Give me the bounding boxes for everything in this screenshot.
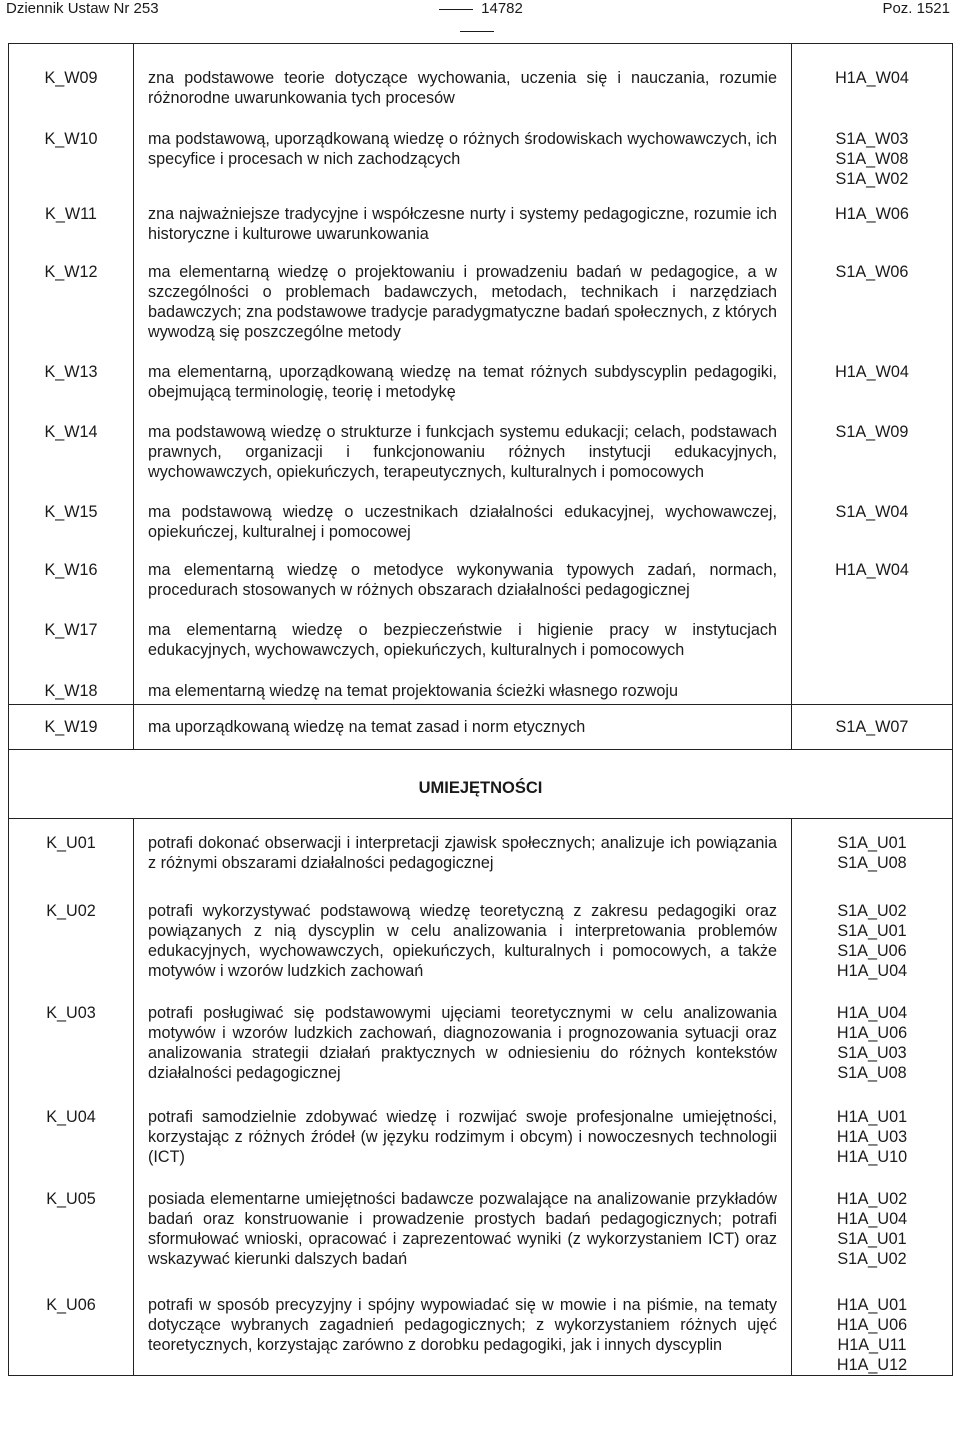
reference-code: H1A_U11 — [837, 1336, 907, 1354]
outcome-references — [792, 115, 953, 189]
reference-code: H1A_W06 — [835, 205, 909, 223]
reference-code: S1A_W04 — [835, 503, 909, 521]
reference-code: S1A_W02 — [835, 170, 909, 188]
table-row — [9, 705, 953, 750]
reference-code: H1A_U01 — [836, 1296, 908, 1314]
outcome-references — [792, 488, 953, 546]
outcome-references — [792, 1281, 953, 1376]
outcome-references — [792, 408, 953, 488]
outcome-code: K_U05 — [9, 1175, 134, 1281]
reference-code: H1A_U04 — [836, 962, 908, 980]
reference-code: H1A_U06 — [836, 1024, 908, 1042]
outcome-description: potrafi samodzielnie zdobywać wiedzę i rozwijać swoje profesjonalne umiejętności, korzystając z różnych źródeł (w języku rodzimym i obcym) i nowoczesnych technologii (ICT) — [134, 1093, 792, 1175]
table-row — [9, 115, 953, 189]
reference-code: S1A_U01 — [837, 1230, 907, 1248]
outcome-description: potrafi posługiwać się podstawowymi ujęciami teoretycznymi w celu analizowania motywów i wzorów ludzkich zachowań, diagnozowania i prognozowania sytuacji oraz analizowania strategii działań praktycznych w odniesieniu do różnych kontekstów działalności pedagogicznej — [134, 987, 792, 1093]
outcome-description: ma podstawową, uporządkowaną wiedzę o różnych środowiskach wychowawczych, ich specyfice i procesach w nich zachodzących — [134, 115, 792, 189]
outcome-code: K_U01 — [9, 819, 134, 886]
outcome-code: K_W15 — [9, 488, 134, 546]
outcome-references — [792, 819, 953, 886]
outcome-code: K_W09 — [9, 44, 134, 116]
outcome-code: K_U02 — [9, 885, 134, 987]
table-row — [9, 885, 953, 987]
learning-outcomes-table — [8, 43, 953, 1376]
reference-code: H1A_W04 — [835, 363, 909, 381]
table-row — [9, 546, 953, 606]
table-row — [9, 44, 953, 116]
table-row — [9, 606, 953, 668]
reference-code: S1A_U01 — [837, 834, 907, 852]
outcome-references — [792, 348, 953, 408]
outcome-code: K_U03 — [9, 987, 134, 1093]
outcome-code: K_U04 — [9, 1093, 134, 1175]
outcome-description: zna podstawowe teorie dotyczące wychowania, uczenia się i nauczania, rozumie różnorodne uwarunkowania tych procesów — [134, 44, 792, 116]
outcome-description: ma elementarną wiedzę na temat projektowania ścieżki własnego rozwoju — [134, 668, 792, 705]
reference-code: S1A_W07 — [835, 718, 909, 736]
outcome-references — [792, 668, 953, 705]
reference-code: S1A_U03 — [837, 1044, 907, 1062]
outcome-description: potrafi dokonać obserwacji i interpretacji zjawisk społecznych; analizuje ich powiązania z różnymi obszarami działalności pedagogicznej — [134, 819, 792, 886]
reference-code: S1A_U01 — [837, 922, 907, 940]
table-row — [9, 488, 953, 546]
reference-code: S1A_U06 — [837, 942, 907, 960]
reference-code: S1A_U08 — [837, 1064, 907, 1082]
reference-code: H1A_U04 — [836, 1210, 908, 1228]
reference-code: S1A_W09 — [835, 423, 909, 441]
outcome-description: potrafi w sposób precyzyjny i spójny wypowiadać się w mowie i na piśmie, na tematy dotyczące wybranych zagadnień pedagogicznych; z wykorzystaniem różnych ujęć teoretycznych, korzystając zarówno z dorobku pedagogiki, jak i innych dyscyplin — [134, 1281, 792, 1376]
page-header — [0, 0, 960, 22]
outcome-code: K_W12 — [9, 248, 134, 348]
reference-code: H1A_U03 — [836, 1128, 908, 1146]
table-row — [9, 1175, 953, 1281]
outcome-code: K_W13 — [9, 348, 134, 408]
reference-code: S1A_W03 — [835, 130, 909, 148]
reference-code: H1A_U10 — [836, 1148, 908, 1166]
outcome-references — [792, 885, 953, 987]
outcome-references — [792, 987, 953, 1093]
table-row — [9, 348, 953, 408]
outcome-description: potrafi wykorzystywać podstawową wiedzę teoretyczną z zakresu pedagogiki oraz powiązanych z nią dyscyplin w celu analizowania i interpretowania problemów edukacyjnych, wychowawczych, opiekuńczych, kulturalnych i pomocowych, a także motywów i wzorów ludzkich zachowań — [134, 885, 792, 987]
section-header-row — [9, 750, 953, 819]
outcome-references — [792, 1093, 953, 1175]
outcome-description: posiada elementarne umiejętności badawcze pozwalające na analizowanie przykładów badań oraz konstruowanie i prowadzenie prostych badań pedagogicznych; potrafi sformułować wnioski, opracować i zaprezentować wyniki (z wykorzystaniem ICT) oraz wskazywać kierunki dalszych badań — [134, 1175, 792, 1281]
outcome-references — [792, 705, 953, 750]
page-number-value: 14782 — [481, 0, 523, 17]
outcome-code: K_U06 — [9, 1281, 134, 1376]
table-row — [9, 1281, 953, 1376]
outcome-code: K_W17 — [9, 606, 134, 668]
table-row — [9, 1093, 953, 1175]
outcome-references — [792, 546, 953, 606]
reference-code: H1A_U01 — [836, 1108, 908, 1126]
outcome-references — [792, 44, 953, 116]
reference-code: H1A_U02 — [836, 1190, 908, 1208]
outcome-references — [792, 189, 953, 248]
outcome-description: ma elementarną wiedzę o bezpieczeństwie i higienie pracy w instytucjach edukacyjnych, wychowawczych, opiekuńczych, kulturalnych i pomocowych — [134, 606, 792, 668]
page-number — [412, 0, 542, 42]
reference-code: S1A_W06 — [835, 263, 909, 281]
table-row — [9, 408, 953, 488]
reference-code: H1A_U04 — [836, 1004, 908, 1022]
outcome-description: zna najważniejsze tradycyjne i współczesne nurty i systemy pedagogiczne, rozumie ich historyczne i kulturowe uwarunkowania — [134, 189, 792, 248]
reference-code: H1A_W04 — [835, 561, 909, 579]
outcome-code: K_W18 — [9, 668, 134, 705]
outcome-references — [792, 1175, 953, 1281]
reference-code: S1A_U02 — [837, 1250, 907, 1268]
position-number: Poz. 1521 — [882, 0, 950, 17]
outcome-description: ma podstawową wiedzę o uczestnikach działalności edukacyjnej, wychowawczej, opiekuńczej, kulturalnej i pomocowej — [134, 488, 792, 546]
reference-code: S1A_U02 — [837, 902, 907, 920]
reference-code: S1A_W08 — [835, 150, 909, 168]
outcome-description: ma elementarną, uporządkowaną wiedzę na temat różnych subdyscyplin pedagogiki, obejmującą terminologię, teorię i metodykę — [134, 348, 792, 408]
outcome-code: K_W10 — [9, 115, 134, 189]
outcome-references — [792, 248, 953, 348]
table-row — [9, 819, 953, 886]
reference-code: H1A_W04 — [835, 69, 909, 87]
reference-code: H1A_U06 — [836, 1316, 908, 1334]
outcome-description: ma uporządkowaną wiedzę na temat zasad i norm etycznych — [134, 705, 792, 750]
outcome-code: K_W14 — [9, 408, 134, 488]
reference-code: H1A_U12 — [836, 1356, 908, 1374]
outcome-code: K_W11 — [9, 189, 134, 248]
table-row — [9, 248, 953, 348]
outcome-references — [792, 606, 953, 668]
journal-title: Dziennik Ustaw Nr 253 — [6, 0, 159, 17]
table-row — [9, 987, 953, 1093]
table-row — [9, 668, 953, 705]
outcome-code: K_W16 — [9, 546, 134, 606]
outcome-description: ma elementarną wiedzę o metodyce wykonywania typowych zadań, normach, procedurach stosowanych w różnych obszarach działalności pedagogicznej — [134, 546, 792, 606]
outcome-description: ma podstawową wiedzę o strukturze i funkcjach systemu edukacji; celach, podstawach prawnych, organizacji i funkcjonowaniu różnych instytucji edukacyjnych, wychowawczych, opiekuńczych, terapeutycznych, kulturalnych i pomocowych — [134, 408, 792, 488]
reference-code: S1A_U08 — [837, 854, 907, 872]
outcome-code: K_W19 — [9, 705, 134, 750]
section-title: UMIEJĘTNOŚCI — [9, 750, 953, 819]
table-row — [9, 189, 953, 248]
outcome-description: ma elementarną wiedzę o projektowaniu i prowadzeniu badań w pedagogice, a w szczególności o problemach badawczych, metodach, technikach i narzędziach badawczych; zna podstawowe tradycje paradygmatyczne badań społecznych, z których wywodzą się poszczególne metody — [134, 248, 792, 348]
